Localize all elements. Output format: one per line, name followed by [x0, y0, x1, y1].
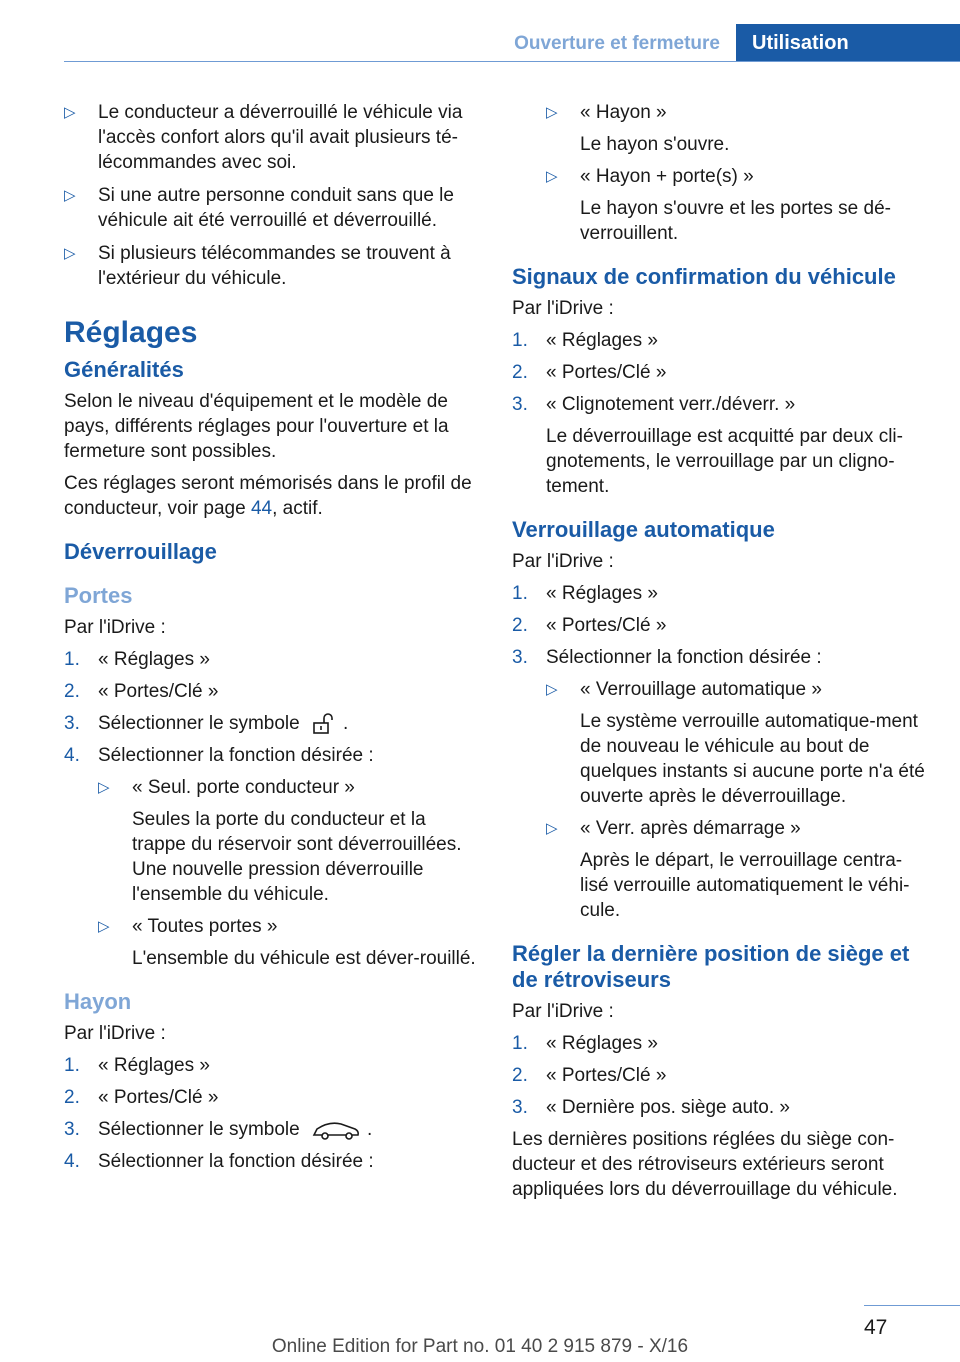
list-item: 3. Sélectionner le symbole .: [64, 1119, 373, 1140]
list-item: ▷ Si plusieurs télécommandes se trouvent à l'extérieur du véhicule.: [64, 243, 451, 289]
car-icon: [311, 1119, 361, 1141]
triangle-bullet-icon: ▷: [98, 918, 110, 935]
list-item: ▷ « Hayon + porte(s) » Le hayon s'ouvre et les portes se dé-verrouillent.: [546, 166, 891, 244]
header-chapter: Utilisation: [736, 24, 960, 62]
triangle-bullet-icon: ▷: [546, 820, 558, 837]
header-section: Ouverture et fermeture: [514, 33, 720, 54]
list-item: 4. Sélectionner la fonction désirée :: [64, 745, 374, 766]
triangle-bullet-icon: ▷: [98, 779, 110, 796]
list-item: 1. « Réglages »: [512, 583, 658, 604]
list-item: 1. « Réglages »: [512, 330, 658, 351]
unlock-icon: [311, 713, 337, 735]
paragraph: Par l'iDrive :: [64, 617, 166, 638]
list-item: ▷ Le conducteur a déverrouillé le véhicule via l'accès confort alors qu'il avait plusieurs té-lécommandes avec soi.: [64, 102, 463, 173]
paragraph: Ces réglages seront mémorisés dans le profil de conducteur, voir page 44, actif.: [64, 473, 472, 519]
list-item: 3. « Clignotement verr./déverr. » Le déverrouillage est acquitté par deux cli-gnotements, le verrouillage par un cligno-tement.: [512, 394, 903, 497]
heading-regler-position: Régler la dernière position de siège et de rétroviseurs: [512, 941, 910, 992]
heading-generalites: Généralités: [64, 357, 184, 382]
paragraph: Par l'iDrive :: [512, 551, 614, 572]
triangle-bullet-icon: ▷: [546, 681, 558, 698]
list-item: 2. « Portes/Clé »: [512, 615, 667, 636]
paragraph: Par l'iDrive :: [64, 1023, 166, 1044]
right-column: [512, 100, 928, 1209]
triangle-bullet-icon: ▷: [64, 104, 76, 121]
heading-hayon: Hayon: [64, 989, 132, 1014]
heading-reglages: Réglages: [64, 316, 198, 349]
heading-portes: Portes: [64, 583, 133, 608]
list-item: ▷ « Verr. après démarrage » Après le départ, le verrouillage centra-lisé verrouille automatiquement le véhi-cule.: [546, 818, 910, 921]
triangle-bullet-icon: ▷: [64, 245, 76, 262]
left-column: [64, 100, 480, 1181]
list-item: 2. « Portes/Clé »: [64, 1087, 219, 1108]
paragraph: Selon le niveau d'équipement et le modèle de pays, différents réglages pour l'ouverture et la fermeture sont possibles.: [64, 391, 449, 462]
list-item: 3. Sélectionner la fonction désirée :: [512, 647, 822, 668]
list-item: 1. « Réglages »: [64, 649, 210, 670]
page-number: 47: [864, 1316, 888, 1339]
paragraph: Les dernières positions réglées du siège con-ducteur et des rétroviseurs extérieurs seront appliquées lors du déverrouillage du véhicule.: [512, 1129, 898, 1200]
list-item: ▷ « Seul. porte conducteur » Seules la porte du conducteur et la trappe du réservoir sont déverrouillées. Une nouvelle pression déverrouille l'ensemble du véhicule.: [98, 777, 462, 905]
triangle-bullet-icon: ▷: [546, 104, 558, 121]
list-item: 2. « Portes/Clé »: [512, 1065, 667, 1086]
paragraph: Par l'iDrive :: [512, 1001, 614, 1022]
page-link[interactable]: 44: [250, 498, 273, 519]
triangle-bullet-icon: ▷: [64, 187, 76, 204]
paragraph: Par l'iDrive :: [512, 298, 614, 319]
list-item: 2. « Portes/Clé »: [512, 362, 667, 383]
heading-deverrouillage: Déverrouillage: [64, 539, 217, 564]
list-item: 3. « Dernière pos. siège auto. »: [512, 1097, 790, 1118]
list-item: 1. « Réglages »: [64, 1055, 210, 1076]
list-item: ▷ « Toutes portes » L'ensemble du véhicule est déver-rouillé.: [98, 916, 476, 969]
footer-edition: Online Edition for Part no. 01 40 2 915 879 - X/16: [271, 1336, 689, 1357]
heading-signaux: Signaux de confirmation du véhicule: [512, 264, 896, 289]
list-item: 2. « Portes/Clé »: [64, 681, 219, 702]
list-item: ▷ « Verrouillage automatique » Le système verrouille automatique-ment de nouveau le véhicule au bout de quelques instants si aucune porte n'a été ouverte après le déverrouillage.: [546, 679, 925, 807]
triangle-bullet-icon: ▷: [546, 168, 558, 185]
list-item: ▷ « Hayon » Le hayon s'ouvre.: [546, 102, 730, 155]
heading-verrouillage-auto: Verrouillage automatique: [512, 517, 775, 542]
footer-rule: [864, 1305, 960, 1306]
list-item: ▷ Si une autre personne conduit sans que le véhicule ait été verrouillé et déverrouillé.: [64, 185, 454, 231]
list-item: 1. « Réglages »: [512, 1033, 658, 1054]
list-item: 4. Sélectionner la fonction désirée :: [64, 1151, 374, 1172]
list-item: 3. Sélectionner le symbole .: [64, 713, 349, 734]
header-rule: [64, 61, 960, 62]
